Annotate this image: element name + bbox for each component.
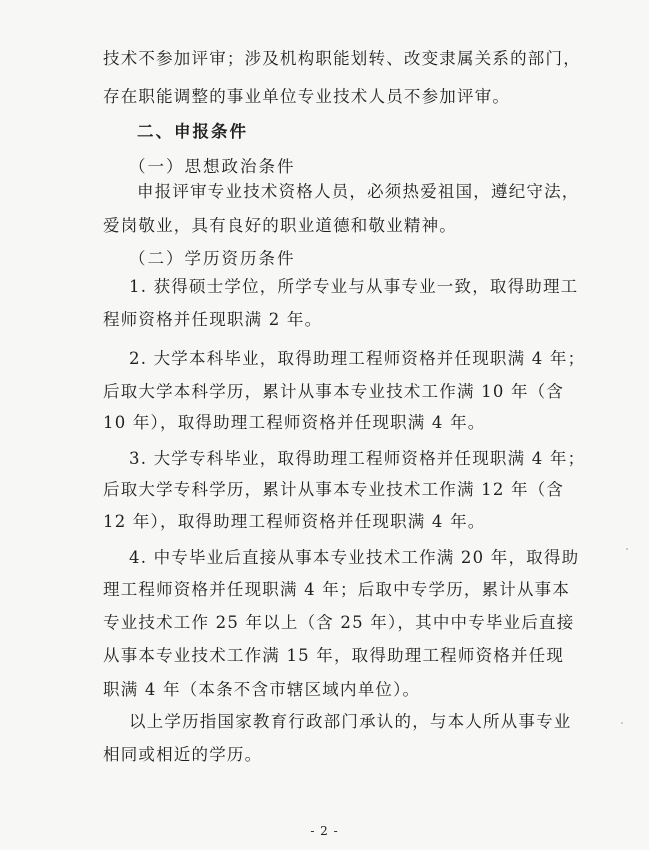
text-line: 理工程师资格并任现职满 4 年；后取中专学历，累计从事本 — [103, 580, 571, 599]
text-line: 10 年），取得助理工程师资格并任现职满 4 年。 — [103, 413, 486, 432]
text-line: 从事本专业技术工作满 15 年，取得助理工程师资格并任现 — [103, 646, 565, 665]
text-line: 以上学历指国家教育行政部门承认的，与本人所从事专业 — [129, 712, 572, 731]
text-line: 相同或相近的学历。 — [103, 745, 263, 764]
text-line: 3. 大学专科毕业，取得助理工程师资格并任现职满 4 年； — [129, 449, 586, 468]
scan-speck — [626, 548, 628, 550]
text-line: 后取大学专科学历，累计从事本专业技术工作满 12 年（含 — [103, 480, 565, 499]
text-line: 4. 中专毕业后直接从事本专业技术工作满 20 年，取得助 — [129, 548, 580, 567]
text-line: 1. 获得硕士学位，所学专业与从事专业一致，取得助理工 — [129, 277, 579, 296]
section-heading: 二、申报条件 — [137, 122, 248, 141]
subsection-heading: （二）学历资历条件 — [129, 249, 296, 268]
text-line: 专业技术工作 25 年以上（含 25 年），其中中专毕业后直接 — [103, 613, 575, 632]
text-line: 后取大学本科学历，累计从事本专业技术工作满 10 年（含 — [103, 382, 565, 401]
text-line: 申报评审专业技术资格人员，必须热爱祖国，遵纪守法， — [137, 182, 580, 201]
scan-speck — [621, 722, 623, 724]
text-line: 爱岗敬业，具有良好的职业道德和敬业精神。 — [103, 216, 457, 235]
subsection-heading: （一）思想政治条件 — [129, 157, 296, 176]
page-number: - 2 - — [310, 824, 339, 838]
text-line: 技术不参加评审；涉及机构职能划转、改变隶属关系的部门， — [103, 49, 581, 68]
text-line: 12 年），取得助理工程师资格并任现职满 4 年。 — [103, 512, 486, 531]
text-line: 存在职能调整的事业单位专业技术人员不参加评审。 — [103, 87, 511, 106]
text-line: 程师资格并任现职满 2 年。 — [103, 310, 323, 329]
text-line: 职满 4 年（本条不含市辖区域内单位）。 — [103, 680, 421, 699]
text-line: 2. 大学本科毕业，取得助理工程师资格并任现职满 4 年； — [129, 349, 586, 368]
